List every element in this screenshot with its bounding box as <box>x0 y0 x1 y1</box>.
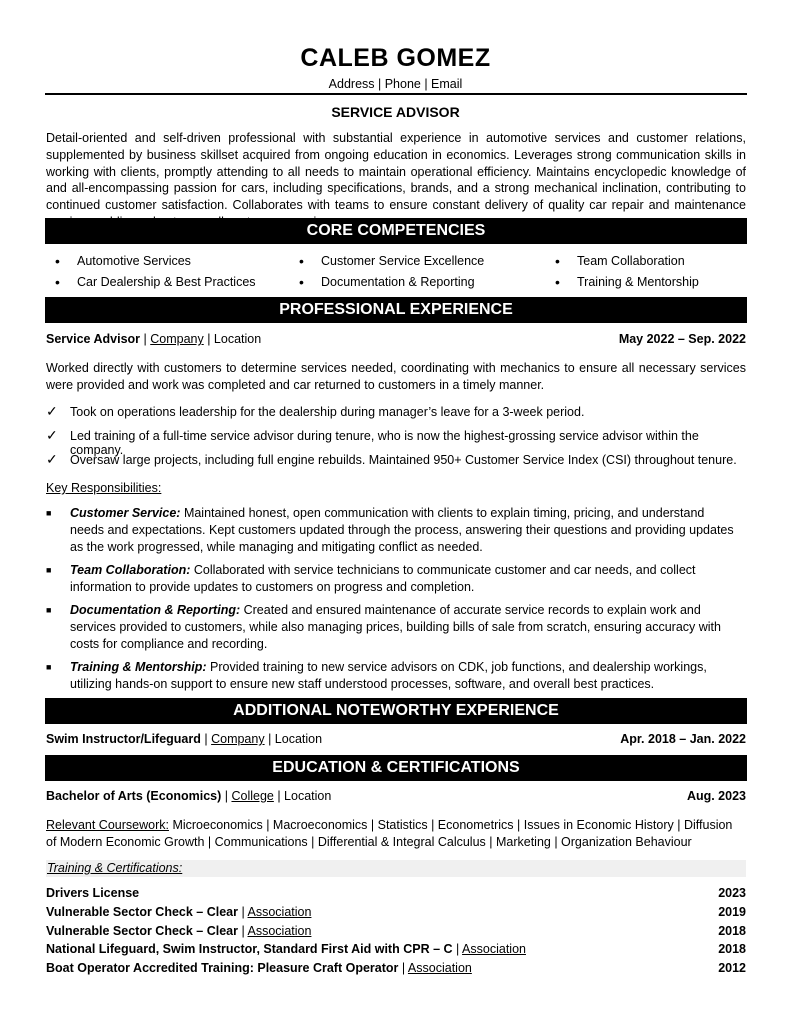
responsibility-item: ■ Training & Mentorship: Provided training to new service advisors on CDK, job functions, and dealership workings, utilizing hands-on support to ensure new staff understood processes, software, and overall best practices. <box>46 660 707 691</box>
coursework: Relevant Coursework: Microeconomics | Macroeconomics | Statistics | Econometrics | Issues in Economic History | Diffusion of Modern Economic Growth | Communications | Differential & Integral Calculus | Marketing | Organization Behaviour <box>46 818 733 849</box>
competency-item: • Customer Service Excellence <box>299 253 485 269</box>
section-additional-experience: ADDITIONAL NOTEWORTHY EXPERIENCE <box>45 698 747 724</box>
job-dates: May 2022 – Sep. 2022 <box>618 332 746 346</box>
bullet-icon: • <box>555 253 560 269</box>
section-professional-experience: PROFESSIONAL EXPERIENCE <box>45 297 747 323</box>
checkmark-icon: ✓ <box>46 427 58 443</box>
bullet-icon: • <box>299 274 304 290</box>
competency-item: • Documentation & Reporting <box>299 274 475 290</box>
job-title: Service Advisor <box>46 332 141 346</box>
section-core-competencies: CORE COMPETENCIES <box>45 218 747 244</box>
job-description: Worked directly with customers to determine services needed, coordinating with mechanics to ensure all necessary services were provided and work was completed and car returned to customers in a timely manner. <box>46 361 746 392</box>
association-link[interactable]: Association <box>247 905 312 919</box>
certifications-heading: Training & Certifications: <box>47 861 183 875</box>
degree: Bachelor of Arts (Economics) <box>46 789 222 803</box>
target-title: SERVICE ADVISOR <box>331 104 460 120</box>
education-header: Bachelor of Arts (Economics) | College | Location Aug. 2023 <box>46 789 746 803</box>
resume-page: CALEB GOMEZ Address | Phone | Email SERVICE ADVISOR Detail-oriented and self-driven professional with substantial experience in automotive services and customer relations, supplemented by business skillset acquired from ongoing education in economics. Leverages strong communication skills in working with clients, promptly attending to all needs to maintain operational efficiency. Maintains encyclopedic knowledge of and all-encompassing passion for cars, including specifications, brands, and a strong mechanical inclination, contributing to continued customer satisfaction. Collaborates with teams to ensure constant delivery of quality car repair and maintenance CORE COMPETENCIES • Automotive Services • Car Dealership & Best Practices • Customer Service Excellence • Documentation & Reporting • Team Collaboration • Training & Mentorship PROFESSIONAL EXPERIENCE Service Advisor | Company | Location May 2022 – Sep. 2022 Worked directly with customers to determine services needed, coordinating with mechanics to ensure all necessary services were provided and work was completed and car returned to customers in a timely manner. ✓ Took on operations leadership for the dealership during manager’s leave for a 3-week period. ✓ Led training of a full-time service advisor during tenure, who is now the highest-grossing service advisor within the company. ✓ Oversaw large projects, including full engine rebuilds. Maintained 950+ Customer Service Index (CSI) throughout tenure. Key Responsibilities: ■ Customer Service: Maintained honest, open communication with clients to explain timing, pricing, and understand needs and expectations. Kept customers updated through the process, answering their questions and providing updates as the work progressed, while managing and mitigating conflict as needed. ■ Team Collaboration: Collaborated with service technicians to communicate customer and car needs, and collect information to provide updates to customers on progress and completion. ■ Documentation & Reporting: Created and ensured maintenance of accurate service records to explain work and services provided to customers, while also managing prices, building bills of sale from scratch, ensuring accuracy with costs for compliance and recording. ■ Training & Mentorship: Provided training to new service advisors on CDK, job functions, and dealership workings, utilizing hands-on support to ensure new staff understood processes, software, and overall best practices. ADDITIONAL NOTEWORTHY EXPERIENCE Swim Instructor/Lifeguard | Company | Location Apr. 2018 – Jan. 2022 EDUCATION & CERTIFICATIONS Bachelor of Arts (Economics) | College | Location Aug. 2023 Relevant Coursework: Microeconomics | Macroeconomics | Statistics | Econometrics | Issues in Economic History | Diffusion of Modern Economic Growth | Communications | Differential & Integral Calculus | Marketing | Organization Behaviour Training & Certifications: Drivers License 2023 Vulnerable Sector Check – Clear | Association 2019 Vulnerable Sector Check – Clear | Association 2018 National Lifeguard, Swim Instructor, Standard First Aid with CPR – C | Association 2018 Boat Operator Accredited Training: Pleasure Craft Operator | Association 2012 <box>0 0 791 1024</box>
checkmark-icon: ✓ <box>46 403 58 419</box>
job-title: Swim Instructor/Lifeguard <box>46 732 201 746</box>
job-dates: Apr. 2018 – Jan. 2022 <box>620 732 746 746</box>
certification-row: National Lifeguard, Swim Instructor, Standard First Aid with CPR – C | Association 2018 <box>46 942 746 956</box>
square-bullet-icon: ■ <box>46 508 52 518</box>
graduation-date: Aug. 2023 <box>686 789 746 803</box>
bullet-icon: • <box>299 253 304 269</box>
association-link[interactable]: Association <box>247 924 312 938</box>
responsibility-item: ■ Customer Service: Maintained honest, open communication with clients to explain timing, pricing, and understand needs and expectations. Kept customers updated through the process, answering their questions and providing updates as the work progressed, while managing and mitigating conflict as needed. <box>46 506 734 554</box>
certification-row: Vulnerable Sector Check – Clear | Association 2018 <box>46 924 746 938</box>
responsibility-item: ■ Team Collaboration: Collaborated with service technicians to communicate customer and car needs, and collect information to provide updates to customers on progress and completion. <box>46 563 696 594</box>
responsibility-item: ■ Documentation & Reporting: Created and ensured maintenance of accurate service records to explain work and services provided to customers, while also managing prices, building bills of sale from scratch, ensuring accuracy with costs for compliance and recording. <box>46 603 721 651</box>
contact-line: Address | Phone | Email <box>328 77 463 91</box>
checkmark-icon: ✓ <box>46 451 58 467</box>
candidate-name: CALEB GOMEZ <box>300 44 491 72</box>
certification-row: Vulnerable Sector Check – Clear | Association 2019 <box>46 905 746 919</box>
company-link[interactable]: Company <box>150 332 204 346</box>
summary-paragraph: Detail-oriented and self-driven professional with substantial experience in automotive services and customer relations, supplemented by business skillset acquired from ongoing education in economics. Leverages strong communication skills in working with clients, promptly attending to all needs to maintain operational efficiency. Maintains encyclopedic knowledge of and all-encompassing passion for cars, including specifications, brands, and a strong mechanical inclination, contributing to continued customer satisfaction. Collaborates with teams to ensure constant delivery of quality car repair and maintenance <box>46 131 746 213</box>
responsibilities-heading: Key Responsibilities: <box>46 481 162 495</box>
square-bullet-icon: ■ <box>46 662 52 672</box>
competency-item: • Automotive Services <box>55 253 191 269</box>
bullet-icon: • <box>55 253 60 269</box>
section-education: EDUCATION & CERTIFICATIONS <box>45 755 747 781</box>
association-link[interactable]: Association <box>407 961 472 975</box>
school-link[interactable]: College <box>231 789 274 803</box>
square-bullet-icon: ■ <box>46 605 52 615</box>
bullet-icon: • <box>55 274 60 290</box>
certification-row: Drivers License 2023 <box>46 886 746 900</box>
job-header: Service Advisor | Company | Location May 2022 – Sep. 2022 <box>46 332 746 346</box>
association-link[interactable]: Association <box>462 942 526 956</box>
square-bullet-icon: ■ <box>46 565 52 575</box>
job-header: Swim Instructor/Lifeguard | Company | Location Apr. 2018 – Jan. 2022 <box>46 732 746 746</box>
header-divider <box>45 93 747 95</box>
company-link[interactable]: Company <box>211 732 265 746</box>
certification-row: Boat Operator Accredited Training: Pleasure Craft Operator | Association 2012 <box>46 961 746 975</box>
competency-item: • Car Dealership & Best Practices <box>55 274 256 290</box>
bullet-icon: • <box>555 274 560 290</box>
competency-item: • Training & Mentorship <box>555 274 699 290</box>
competency-item: • Team Collaboration <box>555 253 685 269</box>
